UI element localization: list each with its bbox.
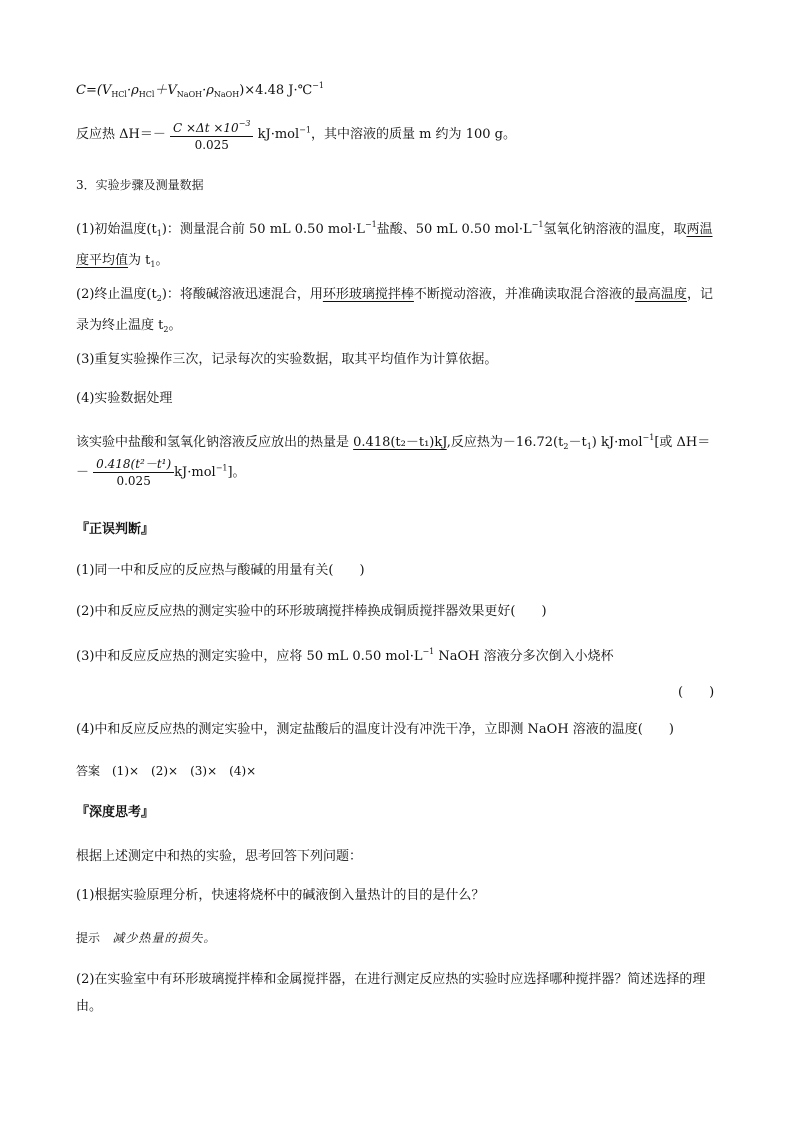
formula-sub: HCl: [138, 90, 155, 99]
step-3: (3)重复实验操作三次，记录每次的实验数据，取其平均值作为计算依据。: [76, 352, 498, 367]
formula-sup: −1: [299, 125, 311, 135]
fraction-denominator: 0.025: [194, 138, 229, 152]
fraction: [170, 116, 253, 154]
formula-text: kJ·mol: [257, 127, 300, 142]
formula-text: ·ρ: [202, 83, 214, 98]
formula-reaction-heat: [76, 116, 516, 154]
judge-item-4: (4)中和反应反应热的测定实验中，测定盐酸后的温度计没有冲洗干净，立即测 NaOH 溶液的温度( ): [76, 722, 674, 737]
formula-sub: NaOH: [176, 90, 203, 99]
step-4: (4)实验数据处理: [76, 391, 173, 406]
hint-label: 提示: [76, 931, 101, 945]
section-title: 3．实验步骤及测量数据: [76, 178, 204, 192]
judge-item-3: (3)中和反应反应热的测定实验中，应将 50 mL 0.50 $mol\cdot L^{-1}$ NaOH 溶液分多次倒入小烧杯: [76, 647, 614, 664]
judge-item-1: (1)同一中和反应的反应热与酸碱的用量有关( ): [76, 563, 365, 578]
hint-text: 减少热量的损失。: [112, 931, 217, 945]
think-intro: 根据上述测定中和热的实验，思考回答下列问题：: [76, 849, 363, 864]
fraction: [93, 456, 174, 490]
formula-text: 反应热 ΔH＝－: [76, 127, 166, 142]
formula-text: )×4.48 J·℃: [239, 83, 313, 98]
formula-sup: −1: [312, 81, 324, 90]
formula-text: ，其中溶液的质量 m 约为 100 g。: [310, 127, 516, 142]
think-answer-1: [76, 929, 216, 948]
fraction-numerator: $C \times\Delta t \times 10^{-3}$: [170, 116, 253, 137]
fraction-denominator: 0.025: [116, 474, 151, 488]
think-heading: 『深度思考』: [76, 805, 155, 820]
formula-text: C=(V: [76, 83, 112, 98]
formula-text: ＋V: [154, 83, 177, 98]
formula-heat-capacity: [76, 77, 324, 104]
judge-item-3-paren: ( ): [678, 685, 715, 700]
formula-sub: HCl: [111, 90, 127, 99]
step-4-text-line2: － $\frac{\text{0.418(t²－t¹)}}{0.025}$ kJ·mol$^{-1}$]。: [76, 457, 246, 488]
formula-sub: NaOH: [213, 90, 240, 99]
judge-heading: 『正误判断』: [76, 522, 155, 537]
formula-text: ·ρ: [126, 83, 139, 98]
step-4-text-line1: 该实验中盐酸和氢氧化钠溶液反应放出的热量是 0.418(t₂－t₁)kJ,反应热为$-16.72(t_2-t_1)$ kJ·mol$^{-1}$[或 ΔH＝: [76, 433, 711, 451]
step-1: (1)初始温度$(t_1)$：测量混合前 50 mL 0.50 $mol\cdot L^{-1}$盐酸、50 mL 0.50 $mol\cdot L^{-1}$氢氧化钠溶液的温度，取两温度平均值为 $t_1$。: [76, 220, 713, 269]
step-2: (2)终止温度$(t_2)$：将酸碱溶液迅速混合，用环形玻璃搅拌棒不断搅动溶液，并准确读取混合溶液的最高温度，记录为终止温度 $t_2$。: [76, 287, 713, 334]
think-question-2: (2)在实验室中有环形玻璃搅拌棒和金属搅拌器，在进行测定反应热的实验时应选择哪种搅拌器？简述选择的理由。: [76, 972, 706, 1014]
judge-item-2: (2)中和反应反应热的测定实验中的环形玻璃搅拌棒换成铜质搅拌器效果更好( ): [76, 604, 547, 619]
think-question-1: (1)根据实验原理分析，快速将烧杯中的碱液倒入量热计的目的是什么？: [76, 888, 485, 903]
fraction-numerator: 0.418(t²－t¹): [93, 456, 174, 473]
answer-line: 答案 (1)× (2)× (3)× (4)×: [76, 764, 257, 778]
